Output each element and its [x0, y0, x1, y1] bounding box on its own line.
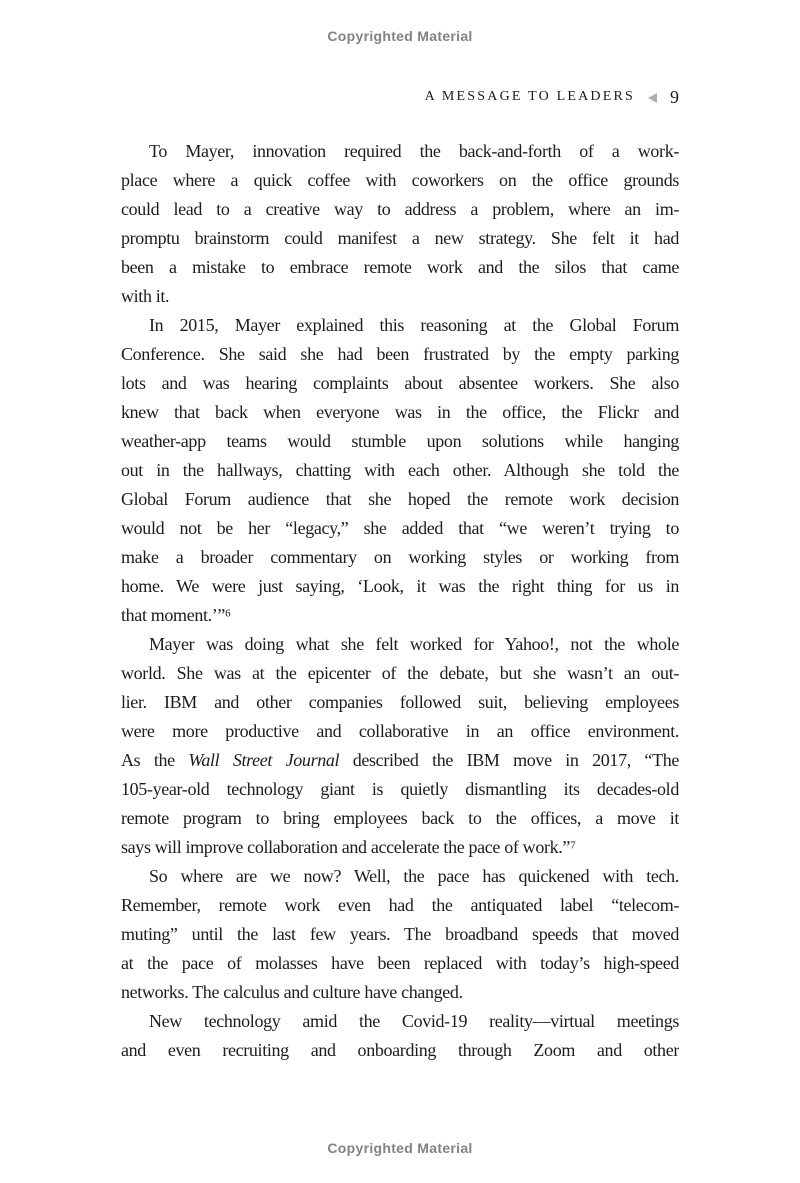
text-segment: In 2015, Mayer explained this reasoning at the Global Forum: [149, 315, 679, 335]
text-segment: would not be her “legacy,” she added that “we weren’t trying to: [121, 518, 679, 538]
text-segment: weather-app teams would stumble upon solutions while hanging: [121, 431, 679, 451]
text-line: [121, 688, 679, 717]
italic-text: Wall Street Journal: [188, 750, 340, 770]
text-line: [121, 746, 679, 775]
text-segment: says will improve collaboration and accelerate the pace of work.”: [121, 837, 571, 857]
text-segment: were more productive and collaborative in an office environment.: [121, 721, 679, 741]
text-line: [121, 137, 679, 166]
text-line: [121, 398, 679, 427]
text-segment: that moment.’”: [121, 605, 226, 625]
text-segment: at the pace of molasses have been replaced with today’s high-speed: [121, 953, 679, 973]
text-segment: been a mistake to embrace remote work and the silos that came: [121, 257, 679, 277]
text-segment: described the IBM move in 2017, “The: [339, 750, 679, 770]
text-line: [121, 282, 679, 311]
paragraph: [121, 862, 679, 1007]
text-line: [121, 543, 679, 572]
text-line: [121, 427, 679, 456]
running-title: A MESSAGE TO LEADERS: [424, 89, 635, 104]
text-line: [121, 166, 679, 195]
text-segment: To Mayer, innovation required the back-and-forth of a work-: [149, 141, 679, 161]
text-segment: New technology amid the Covid-19 reality—virtual meetings: [149, 1011, 679, 1031]
text-segment: Remember, remote work even had the antiquated label “telecom-: [121, 895, 679, 915]
footnote-marker: 7: [570, 839, 576, 852]
text-line: [121, 862, 679, 891]
paragraph: [121, 1007, 679, 1065]
text-segment: networks. The calculus and culture have changed.: [121, 982, 463, 1002]
text-segment: lots and was hearing complaints about absentee workers. She also: [121, 373, 679, 393]
text-line: [121, 775, 679, 804]
top-copyright-notice: Copyrighted Material: [327, 28, 473, 44]
text-segment: As the: [121, 750, 189, 770]
text-segment: could lead to a creative way to address a problem, where an im-: [121, 199, 679, 219]
text-line: [121, 514, 679, 543]
text-line: [121, 311, 679, 340]
text-segment: home. We were just saying, ‘Look, it was the right thing for us in: [121, 576, 679, 596]
text-segment: Mayer was doing what she felt worked for Yahoo!, not the whole: [149, 634, 679, 654]
paragraph: [121, 630, 679, 862]
text-line: [121, 195, 679, 224]
text-line: [121, 224, 679, 253]
text-line: [121, 340, 679, 369]
text-segment: knew that back when everyone was in the office, the Flickr and: [121, 402, 679, 422]
paragraph: [121, 311, 679, 630]
text-segment: remote program to bring employees back to the offices, a move it: [121, 808, 679, 828]
text-line: [121, 978, 679, 1007]
page-body: [121, 137, 679, 1065]
text-segment: So where are we now? Well, the pace has quickened with tech.: [149, 866, 679, 886]
text-line: [121, 601, 679, 630]
text-segment: Conference. She said she had been frustrated by the empty parking: [121, 344, 679, 364]
text-line: [121, 369, 679, 398]
text-segment: out in the hallways, chatting with each other. Although she told the: [121, 460, 679, 480]
text-line: [121, 949, 679, 978]
text-line: [121, 1036, 679, 1065]
text-segment: and even recruiting and onboarding through Zoom and other: [121, 1040, 679, 1060]
bottom-copyright-notice: Copyrighted Material: [327, 1140, 473, 1156]
running-header: [121, 88, 679, 106]
text-line: [121, 891, 679, 920]
text-line: [121, 920, 679, 949]
text-segment: lier. IBM and other companies followed suit, believing employees: [121, 692, 679, 712]
text-line: [121, 630, 679, 659]
text-line: [121, 485, 679, 514]
text-segment: promptu brainstorm could manifest a new strategy. She felt it had: [121, 228, 679, 248]
left-triangle-icon: [648, 93, 657, 103]
text-line: [121, 717, 679, 746]
page-number: 9: [670, 87, 679, 107]
text-line: [121, 659, 679, 688]
paragraph: [121, 137, 679, 311]
text-line: [121, 253, 679, 282]
text-line: [121, 572, 679, 601]
text-line: [121, 1007, 679, 1036]
text-segment: Global Forum audience that she hoped the remote work decision: [121, 489, 679, 509]
text-line: [121, 833, 679, 862]
text-segment: world. She was at the epicenter of the debate, but she wasn’t an out-: [121, 663, 679, 683]
text-segment: make a broader commentary on working styles or working from: [121, 547, 679, 567]
footnote-marker: 6: [225, 607, 231, 620]
text-line: [121, 456, 679, 485]
text-segment: place where a quick coffee with coworkers on the office grounds: [121, 170, 679, 190]
text-segment: with it.: [121, 286, 170, 306]
text-line: [121, 804, 679, 833]
text-segment: muting” until the last few years. The broadband speeds that moved: [121, 924, 679, 944]
text-segment: 105-year-old technology giant is quietly dismantling its decades-old: [121, 779, 679, 799]
